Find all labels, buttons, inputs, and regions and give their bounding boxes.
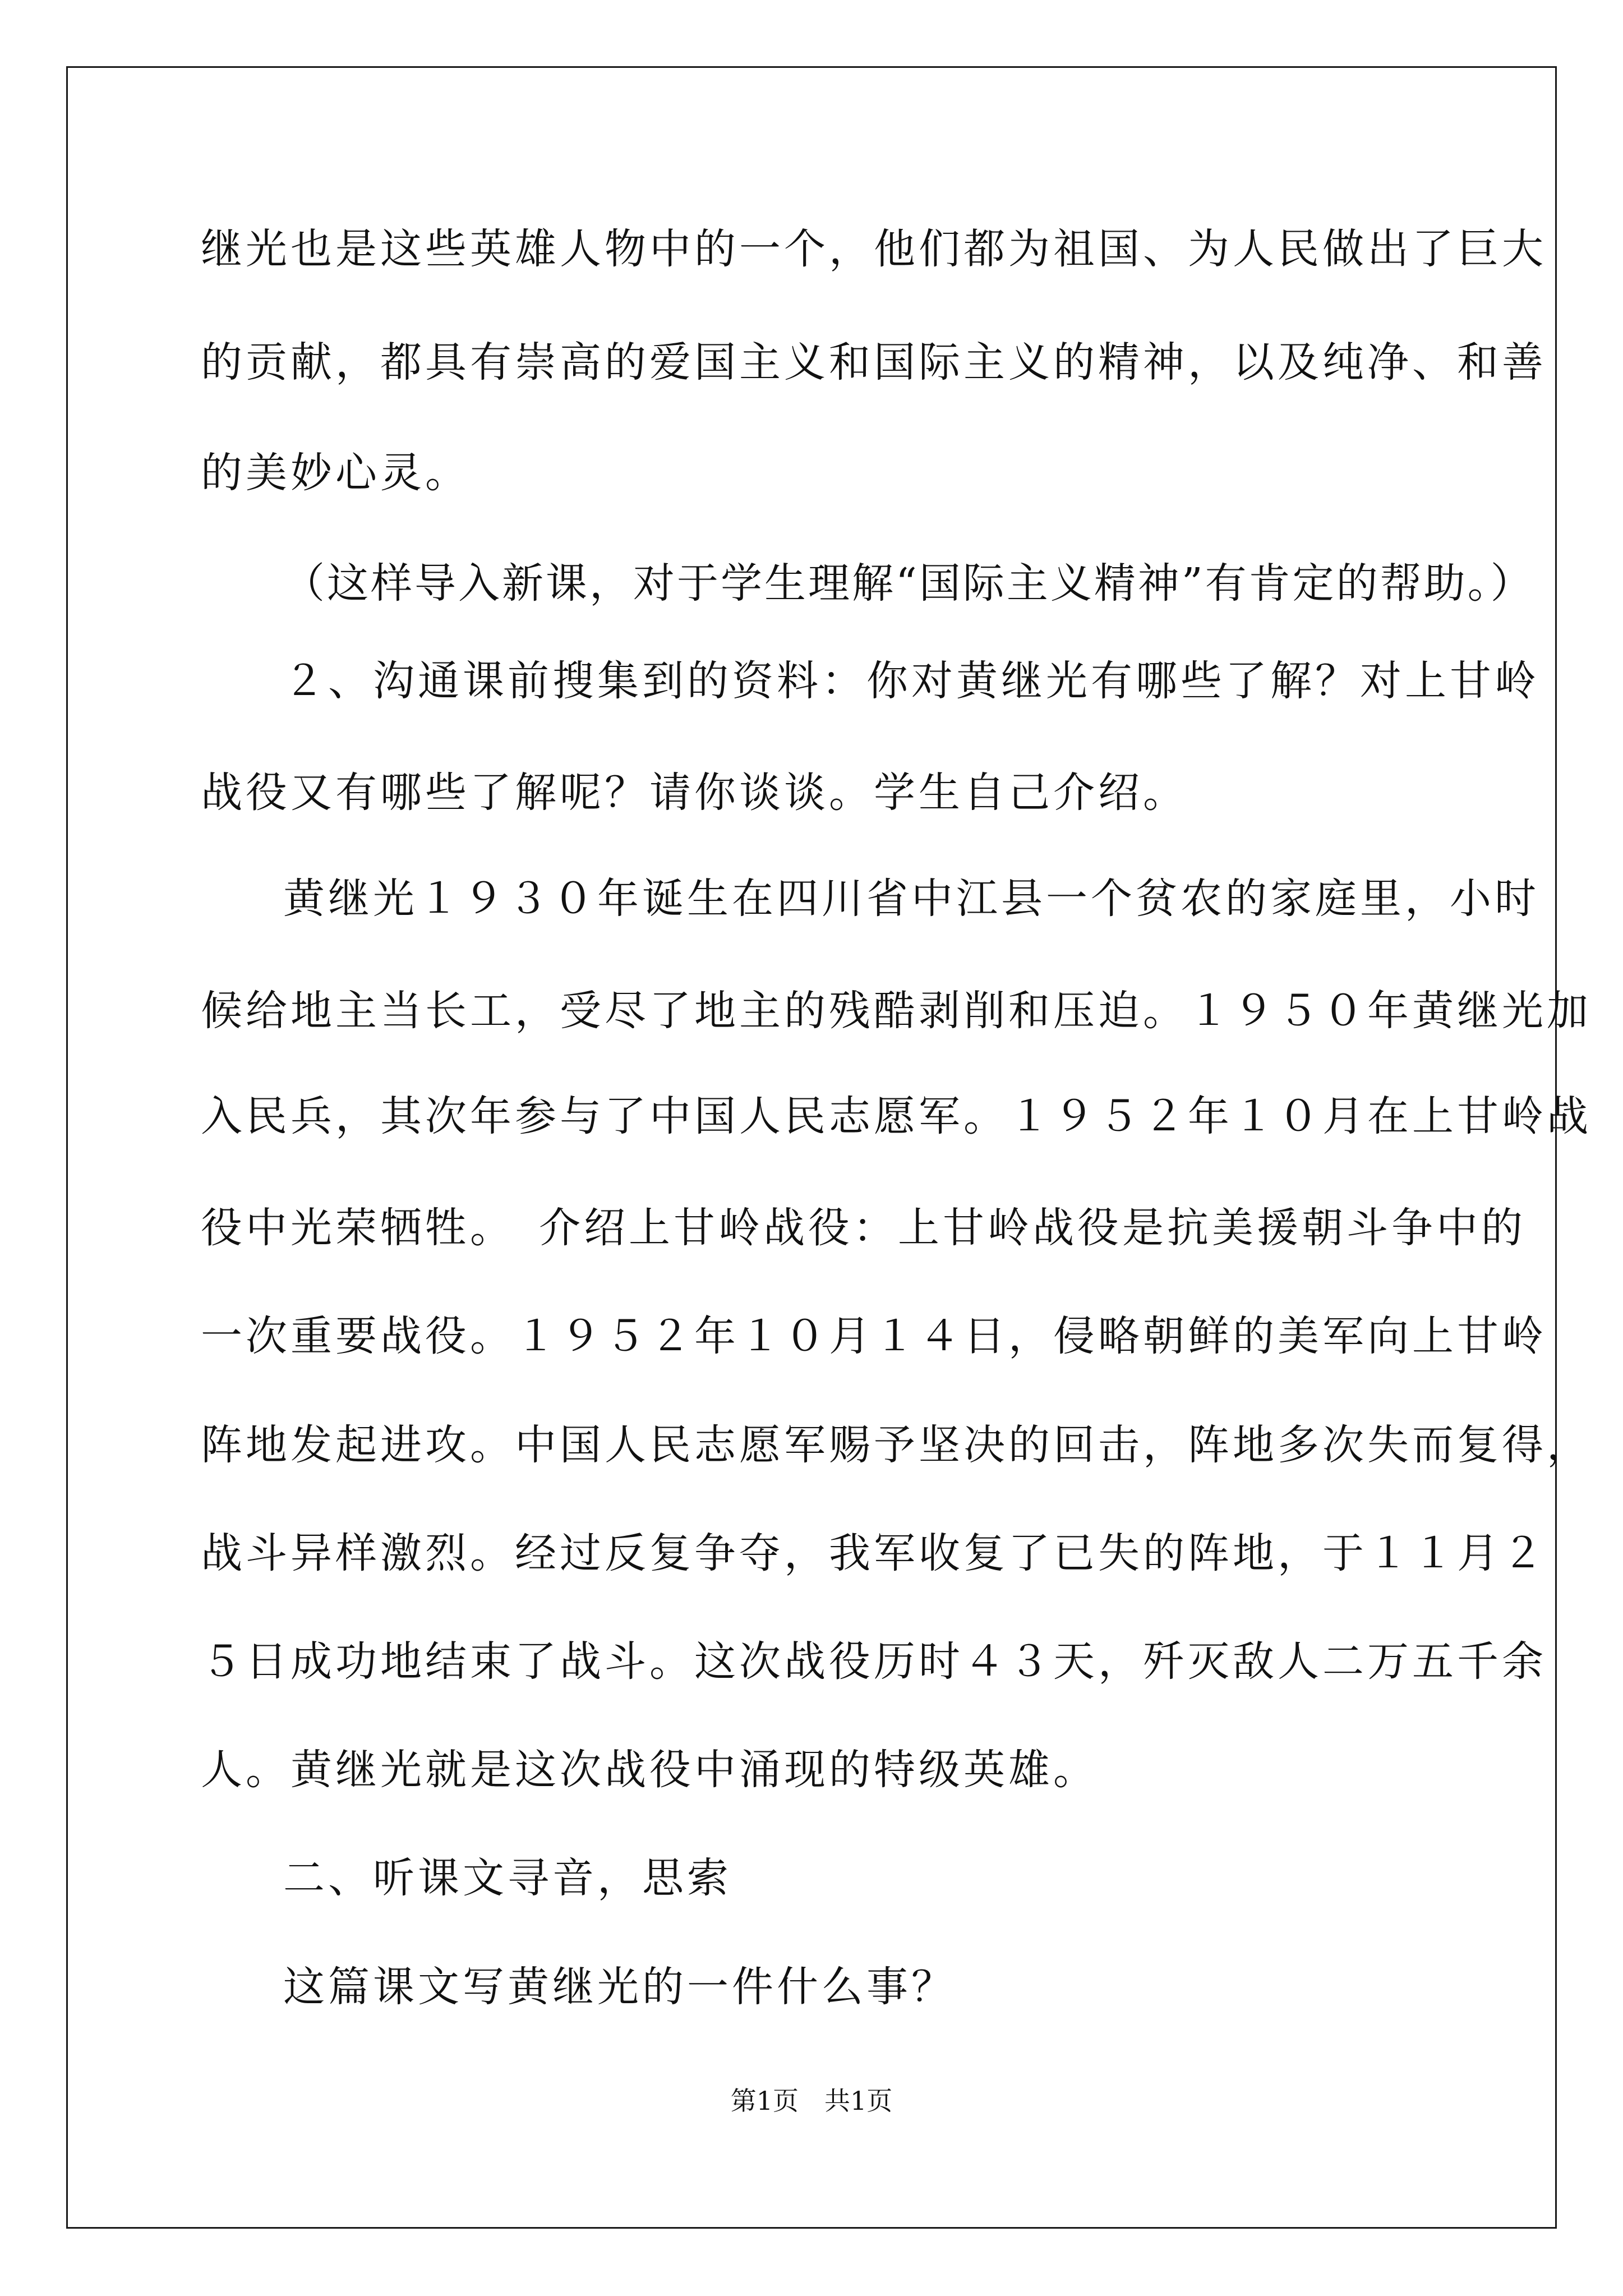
text-line: 战役又有哪些了解呢？请你谈谈。学生自己介绍。 [201, 769, 1188, 817]
text-line: 役中光荣牺牲。 介绍上甘岭战役：上甘岭战役是抗美援朝斗争中的 [201, 1204, 1526, 1252]
text-line: 阵地发起进攻。中国人民志愿军赐予坚决的回击，阵地多次失而复得， [201, 1421, 1592, 1469]
text-line: 继光也是这些英雄人物中的一个，他们都为祖国、为人民做出了巨大 [201, 225, 1547, 273]
text-line: 候给地主当长工，受尽了地主的残酷剥削和压迫。１９５０年黄继光加 [201, 987, 1592, 1035]
text-line: ２、沟通课前搜集到的资料：你对黄继光有哪些了解？对上甘岭 [283, 657, 1539, 705]
text-line: 战斗异样激烈。经过反复争夺，我军收复了已失的阵地，于１１月２ [201, 1529, 1547, 1577]
text-line: （这样导入新课，对于学生理解“国际主义精神”有肯定的帮助。） [283, 559, 1534, 608]
page-frame [66, 66, 1557, 2229]
page-number: 第1页 共1页 [730, 2086, 893, 2116]
text-line: 的贡献，都具有崇高的爱国主义和国际主义的精神，以及纯净、和善 [201, 338, 1547, 386]
text-line: 入民兵，其次年参与了中国人民志愿军。１９５２年１０月在上甘岭战 [201, 1092, 1592, 1140]
text-line: 这篇课文写黄继光的一件什么事？ [283, 1963, 956, 2011]
section-heading: 二、听课文寻音，思索 [283, 1854, 732, 1902]
text-line: 的美妙心灵。 [201, 449, 470, 497]
text-line: 黄继光１９３０年诞生在四川省中江县一个贫农的家庭里，小时 [283, 875, 1539, 923]
text-line: ５日成功地结束了战斗。这次战役历时４３天，歼灭敌人二万五千余 [201, 1637, 1547, 1686]
text-line: 人。黄继光就是这次战役中涌现的特级英雄。 [201, 1746, 1098, 1794]
text-line: 一次重要战役。１９５２年１０月１４日，侵略朝鲜的美军向上甘岭 [201, 1312, 1547, 1360]
